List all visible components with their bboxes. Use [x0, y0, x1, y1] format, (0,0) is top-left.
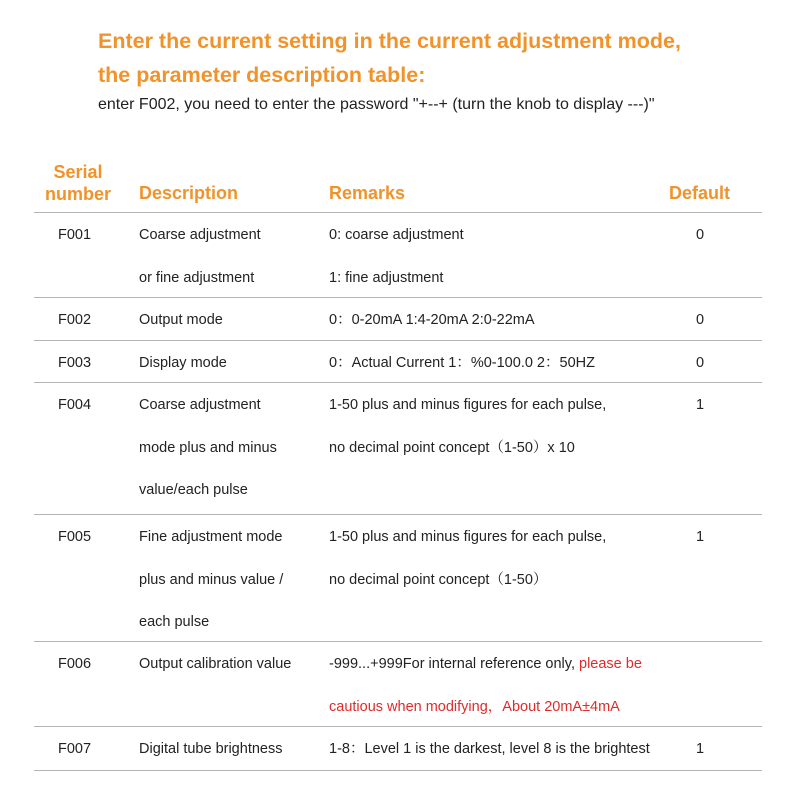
description-cell: Display mode [139, 355, 227, 371]
remarks-cell: 1: fine adjustment [329, 269, 444, 286]
serial-cell: F002 [58, 312, 92, 328]
description-cell: Fine adjustment mode [139, 529, 283, 545]
table-row [34, 641, 762, 727]
header-default: Default [669, 183, 731, 203]
default-cell: 0 [696, 227, 705, 243]
default-cell: 0 [696, 355, 705, 371]
table-row [34, 340, 762, 383]
password-instruction: enter F002, you need to enter the password "+--+ (turn the knob to display ---)" [98, 96, 655, 113]
page-title [98, 24, 788, 92]
serial-cell: F006 [58, 656, 92, 672]
description-cell: Coarse adjustment [139, 397, 261, 413]
header-serial-line-1: Serial [53, 162, 103, 182]
table-row [34, 726, 762, 771]
table-row [34, 297, 762, 340]
serial-cell: F005 [58, 529, 92, 545]
caution-text: please be [579, 656, 642, 672]
description-cell: Coarse adjustment [139, 227, 261, 243]
remarks-cell: 0：Actual Current 1：%0-100.0 2：50HZ [329, 355, 595, 371]
default-cell: 1 [696, 397, 705, 413]
serial-cell: F003 [58, 355, 92, 371]
caution-text: cautious when modifying，About 20mA±4mA [329, 698, 620, 715]
remarks-cell: 0: coarse adjustment [329, 227, 464, 243]
remarks-cell: 1-50 plus and minus figures for each pulse, [329, 397, 607, 413]
title-line-1: Enter the current setting in the current adjustment mode, [98, 29, 681, 53]
header-serial-number [40, 161, 116, 205]
remarks-cell [329, 642, 642, 685]
title-line-2: the parameter description table: [98, 63, 426, 87]
header-description: Description [139, 183, 239, 203]
description-cell: each pulse [139, 614, 210, 630]
remarks-cell: 1-8：Level 1 is the darkest, level 8 is the brightest [329, 741, 650, 757]
description-cell: value/each pulse [139, 482, 248, 498]
description-cell: plus and minus value / [139, 571, 284, 588]
header-serial-line-2: number [44, 184, 111, 204]
table-bottom-rule [34, 770, 762, 771]
table-row [34, 514, 762, 642]
description-cell: Output mode [139, 312, 223, 328]
serial-cell: F007 [58, 741, 92, 757]
remarks-cell: 0：0-20mA 1:4-20mA 2:0-22mA [329, 312, 535, 328]
serial-cell: F001 [58, 227, 92, 243]
description-cell: Digital tube brightness [139, 741, 283, 757]
description-cell: Output calibration value [139, 656, 292, 672]
serial-cell: F004 [58, 397, 92, 413]
remarks-text: -999...+999For internal reference only, [329, 656, 579, 672]
table-row [34, 382, 762, 515]
remarks-cell: 1-50 plus and minus figures for each pulse, [329, 529, 607, 545]
description-cell: or fine adjustment [139, 269, 255, 286]
description-cell: mode plus and minus [139, 439, 277, 456]
remarks-cell: no decimal point concept（1-50）x 10 [329, 439, 575, 456]
header-remarks: Remarks [329, 183, 406, 203]
default-cell: 1 [696, 529, 705, 545]
table-row [34, 212, 762, 298]
default-cell: 0 [696, 312, 705, 328]
remarks-cell: no decimal point concept（1-50） [329, 571, 548, 588]
default-cell: 1 [696, 741, 705, 757]
